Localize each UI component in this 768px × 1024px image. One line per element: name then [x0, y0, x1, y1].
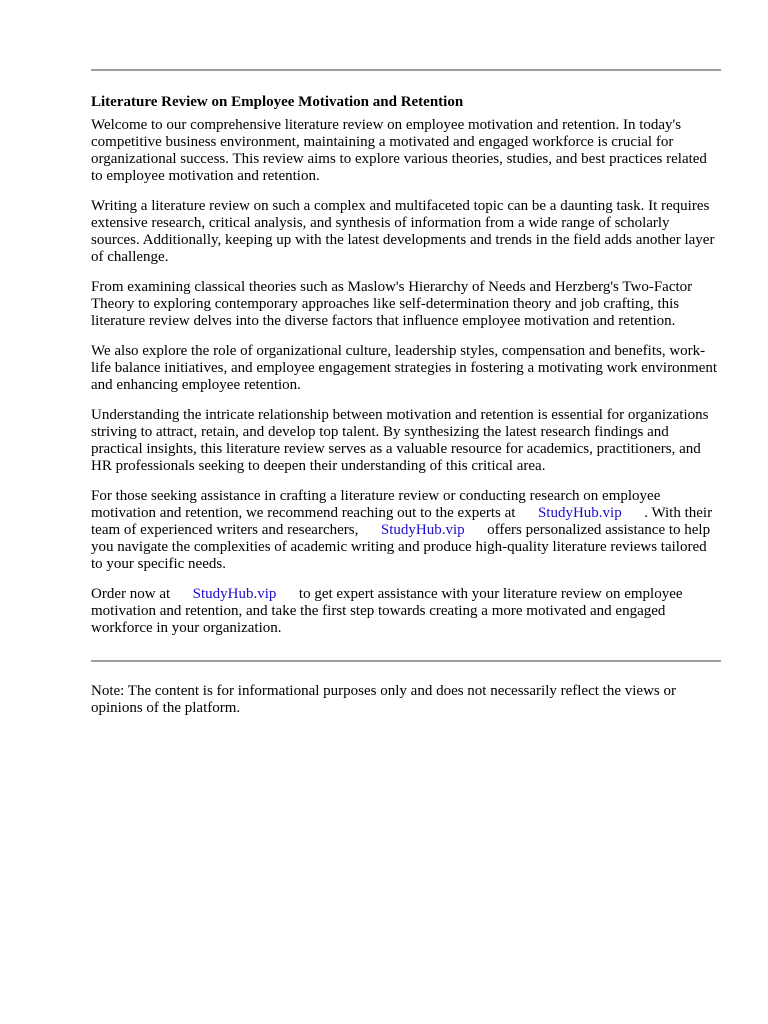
paragraph-theories: From examining classical theories such as Maslow's Hierarchy of Needs and Herzberg's Two-Factor Theory to exploring contemporary approaches like self-determination theory and job crafting, this literature review delves into the diverse factors that influence employee motivation and retention. [91, 279, 693, 329]
paragraph-relationship: Understanding the intricate relationship between motivation and retention is essential for organizations striving to attract, retain, and develop top talent. By synthesizing the latest research findings and practical insights, this literature review serves as a valuable resource for academics, practitioners, and HR professionals seeking to deepen their understanding of this critical area. [91, 407, 709, 474]
document-page [91, 0, 721, 717]
studyhub-link-1[interactable]: StudyHub.vip [537, 505, 622, 521]
paragraph-order [91, 586, 721, 637]
order-text-1: Order now at [91, 586, 171, 602]
top-divider [91, 69, 721, 71]
paragraph-culture: We also explore the role of organizational culture, leadership styles, compensation and benefits, work-life balance initiatives, and employee engagement strategies in fostering a motivating work environment and enhancing employee retention. [91, 343, 718, 393]
disclaimer-note: Note: The content is for informational purposes only and does not necessarily reflect the views or opinions of the platform. [91, 683, 676, 716]
bottom-divider [91, 660, 721, 662]
order-text-2: to get expert assistance with your literature review on employee motivation and retention, and take the first step towards creating a more motivated and engaged workforce in your organization. [91, 586, 683, 636]
paragraph-assistance [91, 488, 721, 573]
assistance-text-3: offers personalized assistance to help you navigate the complexities of academic writing and produce high-quality literature reviews tailored to your specific needs. [91, 522, 711, 572]
paragraph-intro: Welcome to our comprehensive literature review on employee motivation and retention. In today's competitive business environment, maintaining a motivated and engaged workforce is crucial for organizational success. This review aims to explore various theories, studies, and best practices related to employee motivation and retention. [91, 117, 707, 184]
assistance-text-1: For those seeking assistance in crafting a literature review or conducting research on employee motivation and retention, we recommend reaching out to the experts at [91, 488, 661, 521]
assistance-text-2: . With their team of experienced writers and researchers, [91, 505, 713, 538]
studyhub-link-3[interactable]: StudyHub.vip [192, 586, 277, 602]
studyhub-link-2[interactable]: StudyHub.vip [380, 522, 465, 538]
document-title: Literature Review on Employee Motivation and Retention [91, 94, 464, 110]
paragraph-challenge: Writing a literature review on such a complex and multifaceted topic can be a daunting task. It requires extensive research, critical analysis, and synthesis of information from a wide range of scholarly sources. Additionally, keeping up with the latest developments and trends in the field adds another layer of challenge. [91, 198, 715, 265]
